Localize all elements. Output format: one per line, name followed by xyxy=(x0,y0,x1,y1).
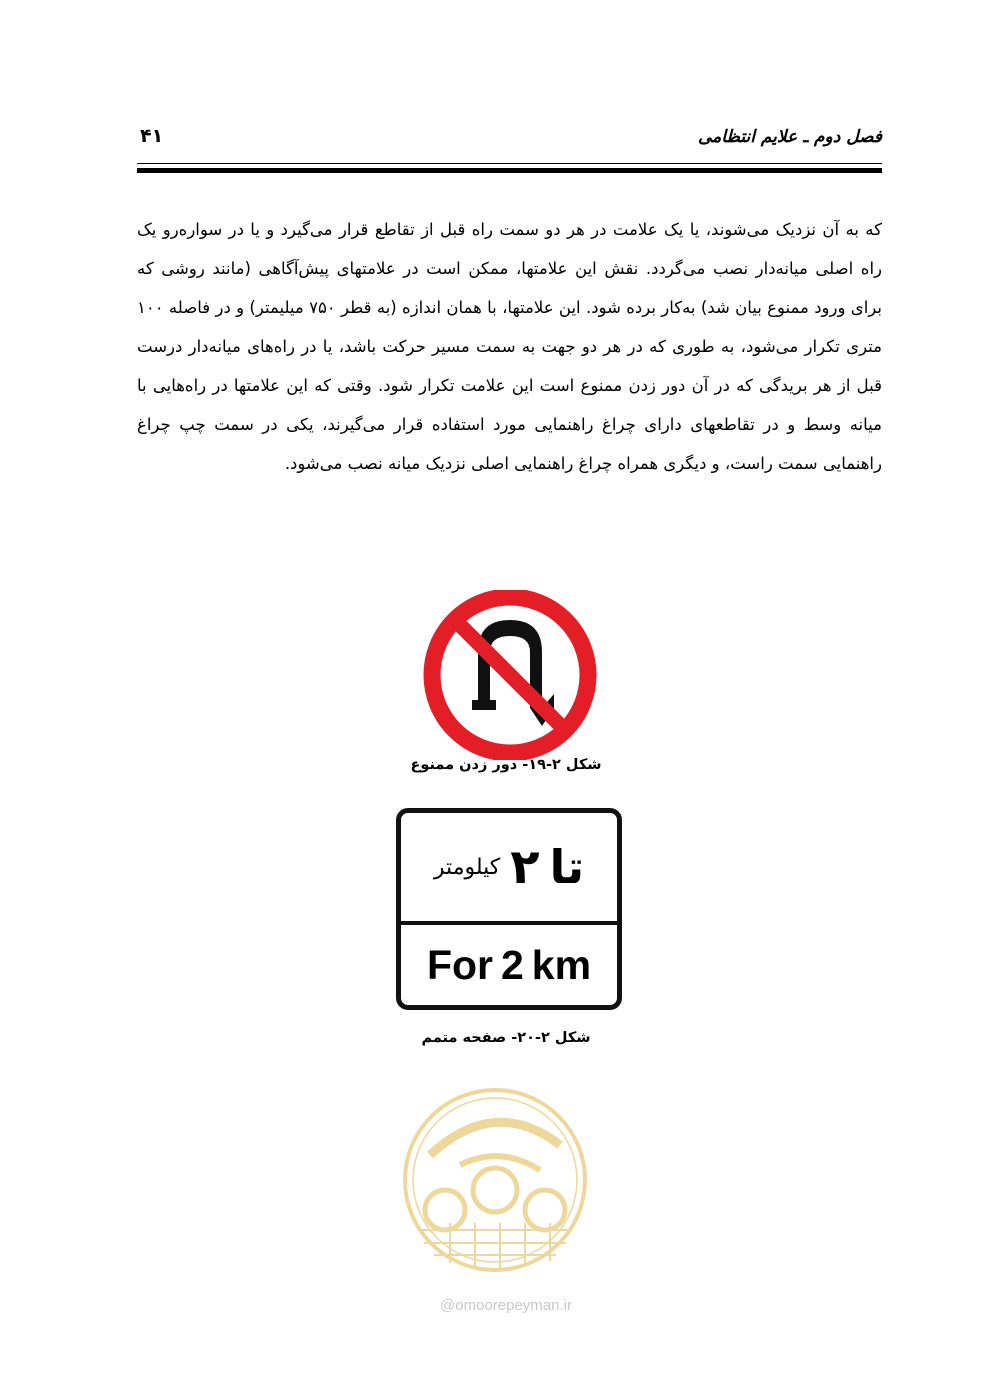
body-text xyxy=(137,210,882,483)
figure-19-caption: شکل ۲-۱۹- دور زدن ممنوع xyxy=(410,757,602,773)
header-rule-thin xyxy=(137,163,882,164)
plate-fa-unit: کیلومتر xyxy=(433,854,501,880)
plate-en-prefix: For xyxy=(426,941,493,988)
header-rule-thick xyxy=(137,168,882,173)
plate-english-row xyxy=(401,925,617,1005)
plate-en-unit: km xyxy=(531,941,592,988)
no-u-turn-sign-icon xyxy=(420,590,600,760)
watermark-url: @omoorepeyman.ir xyxy=(440,1297,572,1314)
plate-fa-number: ۲ xyxy=(510,839,540,895)
chapter-title: فصل دوم ـ علایم انتظامی xyxy=(697,127,882,147)
plate-en-number: 2 xyxy=(500,941,524,988)
supplementary-plate xyxy=(396,808,622,1010)
body-paragraph: که به آن نزدیک می‌شوند، یا یک علامت در هر دو سمت راه قبل از تقاطع قرار می‌گیرد و یا در سواره‌رو یک راه اصلی میانه‌دار نصب می‌گردد. نقش این علامتها، ممکن است در علامتهای پیش‌آگاهی (مانند روشی که برای ورود ممنوع بیان شد) به‌کار برده شود. این علامتها، با همان اندازه (به قطر ۷۵۰ میلیمتر) و در فاصله ۱۰۰ متری تکرار می‌شود، به طوری که در هر دو جهت به سمت مسیر حرکت باشد، یا در راه‌های میانه‌دار درست قبل از هر بریدگی که در آن دور زدن ممنوع است این علامت تکرار شود. وقتی که این علامتها در راه‌هایی با میانه وسط و در تقاطعهای دارای چراغ راهنمایی مورد استفاده قرار می‌گیرند، یکی در سمت چپ چراغ راهنمایی سمت راست، و دیگری همراه چراغ راهنمایی اصلی نزدیک میانه نصب می‌شود. xyxy=(137,220,882,473)
plate-fa-word: تا xyxy=(549,840,585,894)
page-number: ۴۱ xyxy=(140,125,164,147)
plate-persian-row xyxy=(401,813,617,925)
figure-20-caption: شکل ۲-۲۰- صفحه متمم xyxy=(421,1030,591,1046)
omoorepeyman-logo-icon xyxy=(400,1085,590,1275)
